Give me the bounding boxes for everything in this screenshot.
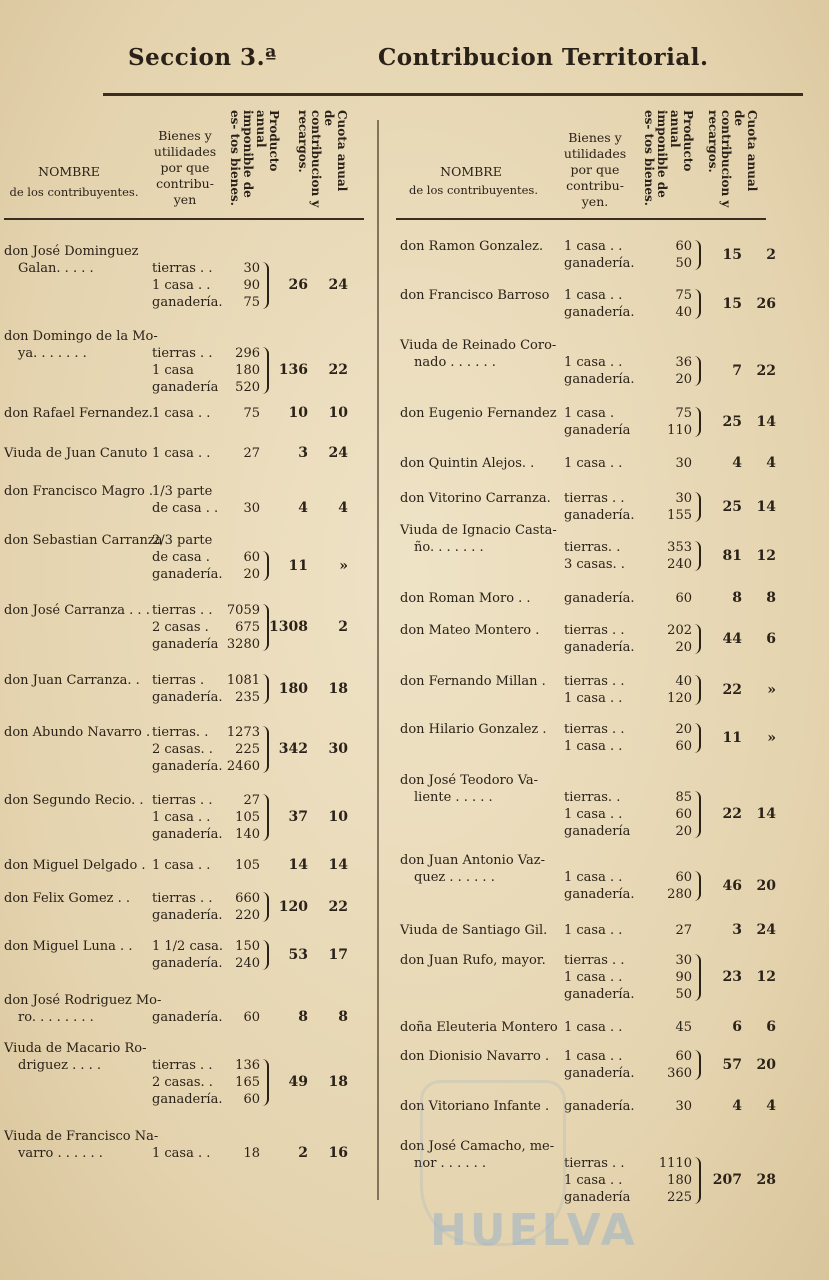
contributor-name: don Juan Rufo, mayor. [400,953,546,968]
goods-item: ganadería. [564,987,635,1002]
goods-item: tierras. . [564,790,621,805]
goods-item: tierras . . [152,891,213,906]
contributor-name: don Felix Gomez . . [4,891,131,906]
product-value: 36 [675,355,692,370]
quota-cents: 14 [756,806,776,822]
goods-item: 1 casa . . [564,923,623,938]
quota-cents: 10 [328,405,348,421]
product-value: 50 [675,256,692,271]
product-value: 240 [235,956,260,971]
goods-item: tierras . . [564,1156,625,1171]
goods-item: 1 casa . . [152,1146,211,1161]
page-title: Contribucion Territorial. [378,44,709,71]
product-value: 235 [235,690,260,705]
goods-item: tierras . . [152,793,213,808]
goods-item: ganadería. [152,690,223,705]
product-value: 90 [675,970,692,985]
header-underline [4,218,364,220]
product-value: 60 [243,1010,260,1025]
product-value: 120 [667,691,692,706]
contributor-name: don Miguel Luna . . [4,939,133,954]
contributor-name: ro. . . . . . . . [18,1010,94,1025]
contributor-name: ya. . . . . . . [18,346,87,361]
contributor-name: don José Rodriguez Mo- [4,993,162,1008]
goods-item: ganadería [152,380,219,395]
quota-total: 37 [288,809,308,825]
goods-item: 1 casa . [564,406,615,421]
product-value: 30 [675,1099,692,1114]
goods-item: ganadería. [564,305,635,320]
goods-item: tierras . . [564,722,625,737]
goods-item: ganadería. [152,567,223,582]
product-value: 40 [675,674,692,689]
goods-item: tierras . . [152,261,213,276]
product-value: 660 [235,891,260,906]
contributor-name: don Rafael Fernandez. [4,406,153,421]
product-value: 30 [243,261,260,276]
product-heading: Producto anual imponible de es- tos bienes. [642,110,695,206]
goods-item: 1 casa . . [564,970,623,985]
goods-item: 1 casa . . [152,278,211,293]
contributor-name: driguez . . . . [18,1058,101,1073]
contributor-name: Viuda de Santiago Gil. [400,923,548,938]
product-value: 225 [667,1190,692,1205]
quota-total: 4 [298,500,308,516]
name-subheading: de los contribuyentes. [408,183,538,197]
contributor-name: don José Camacho, me- [400,1139,555,1154]
goods-item: ganadería. [564,1066,635,1081]
quota-total: 11 [288,557,308,574]
quota-total: 3 [298,445,308,461]
quota-cents: 8 [338,1009,348,1025]
contributor-name: Viuda de Macario Ro- [4,1041,147,1056]
watermark: HUELVA [430,1205,638,1256]
contributor-name: don Mateo Montero . [400,623,540,638]
product-value: 60 [675,591,692,606]
quota-total: 3 [732,922,742,938]
quota-total: 4 [732,455,742,471]
header-rule [103,93,803,96]
contributor-name: don Ramon Gonzalez. [400,239,544,254]
contributor-name: quez . . . . . . [414,870,495,885]
contributor-name: liente . . . . . [414,790,493,805]
quota-total: 8 [732,590,742,606]
goods-item: 3 casas. . [564,557,625,572]
product-value: 180 [667,1173,692,1188]
contributor-name: don Dionisio Navarro . [400,1049,550,1064]
contributor-name: don Juan Carranza. . [4,673,140,688]
goods-heading: Bienes y utilidades por que contribu- yen. [563,130,627,209]
quota-cents: 4 [766,455,776,471]
contributor-name: Galan. . . . . [18,261,94,276]
quota-cents: » [767,729,776,746]
goods-item: tierras . . [564,953,625,968]
quota-total: 57 [722,1056,742,1073]
goods-item: 2/3 parte [152,533,213,548]
quota-total: 180 [278,680,308,697]
quota-cents: 10 [328,809,348,825]
goods-item: ganadería. [152,295,223,310]
product-value: 20 [675,640,692,655]
goods-item: ganadería. [564,640,635,655]
goods-item: tierras . [152,673,205,688]
contributor-name: doña Eleuteria Montero [400,1020,558,1035]
goods-item: 1 casa . . [564,355,623,370]
product-value: 202 [667,623,692,638]
goods-item: 2 casas. . [152,742,213,757]
goods-item: 1/3 parte [152,484,213,499]
product-value: 136 [235,1058,260,1073]
product-value: 75 [675,406,692,421]
product-value: 150 [235,939,260,954]
product-value: 180 [235,363,260,378]
goods-item: 1 casa [152,363,194,378]
goods-item: ganadería. [152,956,223,971]
goods-item: 1 casa . . [564,691,623,706]
goods-item: ganadería. [152,908,223,923]
contributor-name: Viuda de Reinado Coro- [400,338,557,353]
quota-cents: 4 [338,500,348,516]
goods-item: tierras. . [152,725,209,740]
contributor-name: nado . . . . . . [414,355,496,370]
goods-item: tierras . . [564,623,625,638]
quota-cents: 22 [328,362,348,378]
goods-item: ganadería. [152,759,223,774]
goods-item: ganadería. [564,372,635,387]
quota-total: 342 [278,741,308,757]
goods-item: 1 casa . . [564,239,623,254]
product-value: 165 [235,1075,260,1090]
goods-item: tierras . . [152,1058,213,1073]
quota-cents: 2 [338,619,348,635]
contributor-name: don Juan Antonio Vaz- [400,853,545,868]
product-value: 90 [243,278,260,293]
goods-item: ganadería. [564,887,635,902]
goods-item: 1 casa . . [564,739,623,754]
right-table-header [396,100,766,220]
product-value: 60 [243,550,260,565]
product-value: 220 [235,908,260,923]
quota-cents: 18 [328,680,348,697]
product-value: 1110 [658,1156,692,1171]
goods-item: 1 casa . . [564,870,623,885]
contributor-name: Viuda de Juan Canuto [4,446,148,461]
quota-heading: Cuota anual de contribucion y recargos. [706,110,759,208]
product-value: 85 [675,790,692,805]
quota-total: 1308 [269,619,308,635]
name-subheading: de los contribuyentes. [9,185,139,199]
product-value: 105 [235,858,260,873]
goods-item: 1 casa . . [564,807,623,822]
contributor-name: don Hilario Gonzalez . [400,722,547,737]
quota-total: 25 [722,413,742,430]
goods-item: ganadería. [564,256,635,271]
quota-cents: 2 [766,246,776,263]
goods-item: tierras . . [152,603,213,618]
contributor-name: Viuda de Ignacio Casta- [400,523,557,538]
quota-cents: 20 [756,877,776,894]
product-heading: Producto anual imponible de es- tos bienes. [228,110,281,206]
quota-cents: 12 [756,547,776,564]
goods-item: 1 casa . . [564,1173,623,1188]
contributor-name: nor . . . . . . [414,1156,487,1171]
product-value: 1273 [226,725,260,740]
goods-item: ganadería [564,824,631,839]
quota-cents: 30 [328,741,348,757]
product-value: 20 [675,824,692,839]
quota-total: 10 [288,405,308,421]
name-heading: NOMBRE [440,164,502,179]
contributor-name: don José Carranza . . . [4,603,150,618]
contributor-name: varro . . . . . . [18,1146,103,1161]
quota-total: 53 [288,946,308,963]
goods-item: 1 1/2 casa. [152,939,224,954]
quota-total: 11 [722,729,742,746]
quota-cents: 17 [328,946,348,963]
product-value: 30 [675,491,692,506]
goods-item: 1 casa . . [152,858,211,873]
product-value: 60 [243,1092,260,1107]
product-value: 20 [243,567,260,582]
quota-total: 2 [298,1145,308,1161]
goods-item: 1 casa . . [564,1020,623,1035]
contributor-name: don Fernando Millan . [400,674,546,689]
quota-cents: 6 [766,1019,776,1035]
quota-total: 15 [722,295,742,312]
quota-cents: 24 [328,445,348,461]
goods-item: ganadería. [564,508,635,523]
product-value: 520 [235,380,260,395]
quota-cents: 14 [756,413,776,430]
contributor-name: don Francisco Magro . [4,484,154,499]
header-underline [396,218,766,220]
contributor-name: don Vitorino Carranza. [400,491,551,506]
goods-item: 1 casa . . [564,1049,623,1064]
product-value: 45 [675,1020,692,1035]
quota-total: 8 [298,1009,308,1025]
quota-cents: 14 [756,498,776,515]
goods-item: tierras . . [564,674,625,689]
quota-total: 7 [732,362,742,379]
product-value: 1081 [226,673,260,688]
goods-item: tierras . . [152,346,213,361]
product-value: 30 [675,953,692,968]
goods-item: de casa . [152,550,210,565]
quota-cents: 6 [766,630,776,647]
section-heading: Seccion 3.ª [128,44,277,71]
left-table-header [4,100,364,220]
goods-item: ganadería. [564,591,635,606]
quota-total: 49 [288,1074,308,1090]
goods-item: ganadería. [152,827,223,842]
quota-cents: 24 [328,277,348,293]
product-value: 296 [235,346,260,361]
quota-cents: 8 [766,590,776,606]
product-value: 140 [235,827,260,842]
quota-cents: 14 [328,857,348,873]
name-heading: NOMBRE [38,164,100,179]
product-value: 27 [243,793,260,808]
goods-item: ganadería [564,423,631,438]
goods-item: 1 casa . . [152,446,211,461]
quota-cents: 22 [756,362,776,379]
contributor-name: don Vitoriano Infante . [400,1099,550,1114]
quota-total: 46 [722,877,742,894]
contributor-name: don Domingo de la Mo- [4,329,158,344]
quota-total: 15 [722,246,742,263]
quota-total: 44 [722,630,742,647]
product-value: 60 [675,870,692,885]
product-value: 75 [243,295,260,310]
quota-total: 26 [288,277,308,293]
quota-cents: 4 [766,1098,776,1114]
contributor-name: don José Teodoro Va- [400,773,539,788]
contributor-name: don Roman Moro . . [400,591,531,606]
product-value: 75 [243,406,260,421]
quota-cents: 22 [328,898,348,915]
quota-total: 22 [722,806,742,822]
goods-heading: Bienes y utilidades por que contribu- yen [153,128,217,207]
quota-total: 23 [722,969,742,985]
contributor-name: Viuda de Francisco Na- [4,1129,159,1144]
quota-total: 81 [722,547,742,564]
quota-total: 25 [722,498,742,515]
goods-item: 1 casa . . [564,288,623,303]
goods-item: ganadería [152,637,219,652]
product-value: 30 [243,501,260,516]
contributor-name: don Sebastian Carranza [4,533,163,548]
quota-cents: 12 [756,969,776,985]
quota-total: 136 [278,362,308,378]
quota-cents: 28 [756,1172,776,1188]
contributor-name: don Miguel Delgado . [4,858,146,873]
product-value: 50 [675,987,692,1002]
goods-item: tierras. . [564,540,621,555]
product-value: 353 [667,540,692,555]
goods-item: 1 casa . . [152,810,211,825]
quota-total: 4 [732,1098,742,1114]
product-value: 105 [235,810,260,825]
quota-cents: » [767,681,776,698]
quota-cents: 24 [756,922,776,938]
quota-total: 22 [722,681,742,698]
goods-item: 1 casa . . [564,456,623,471]
product-value: 7059 [226,603,260,618]
column-divider [377,120,379,1200]
product-value: 60 [675,1049,692,1064]
product-value: 225 [235,742,260,757]
product-value: 280 [667,887,692,902]
quota-cents: » [339,557,348,574]
contributor-name: ño. . . . . . . [414,540,484,555]
quota-total: 120 [278,898,308,915]
quota-cents: 18 [328,1074,348,1090]
quota-cents: 16 [328,1145,348,1161]
goods-item: tierras . . [564,491,625,506]
goods-item: 1 casa . . [152,406,211,421]
product-value: 2460 [226,759,260,774]
contributor-name: don José Dominguez [4,244,139,259]
product-value: 27 [675,923,692,938]
quota-total: 14 [288,857,308,873]
quota-heading: Cuota anual de contribucion y recargos. [296,110,349,208]
contributor-name: don Francisco Barroso [400,288,550,303]
goods-item: ganadería. [564,1099,635,1114]
goods-item: ganadería [564,1190,631,1205]
product-value: 18 [243,1146,260,1161]
right-table [396,100,796,220]
goods-item: 2 casas . [152,620,209,635]
goods-item: ganadería. [152,1010,223,1025]
contributor-name: don Quintin Alejos. . [400,456,535,471]
left-table [4,100,364,220]
product-value: 675 [235,620,260,635]
product-value: 360 [667,1066,692,1081]
contributor-name: don Abundo Navarro . [4,725,151,740]
quota-total: 207 [712,1172,742,1188]
quota-cents: 26 [756,295,776,312]
product-value: 20 [675,722,692,737]
product-value: 20 [675,372,692,387]
product-value: 110 [667,423,692,438]
contributor-name: don Segundo Recio. . [4,793,144,808]
product-value: 3280 [226,637,260,652]
contributor-name: don Eugenio Fernandez [400,406,557,421]
product-value: 75 [675,288,692,303]
goods-item: de casa . . [152,501,219,516]
product-value: 40 [675,305,692,320]
product-value: 60 [675,807,692,822]
product-value: 60 [675,739,692,754]
product-value: 27 [243,446,260,461]
product-value: 240 [667,557,692,572]
goods-item: ganadería. [152,1092,223,1107]
quota-total: 6 [732,1019,742,1035]
goods-item: 2 casas. . [152,1075,213,1090]
product-value: 60 [675,239,692,254]
quota-cents: 20 [756,1056,776,1073]
product-value: 30 [675,456,692,471]
product-value: 155 [667,508,692,523]
